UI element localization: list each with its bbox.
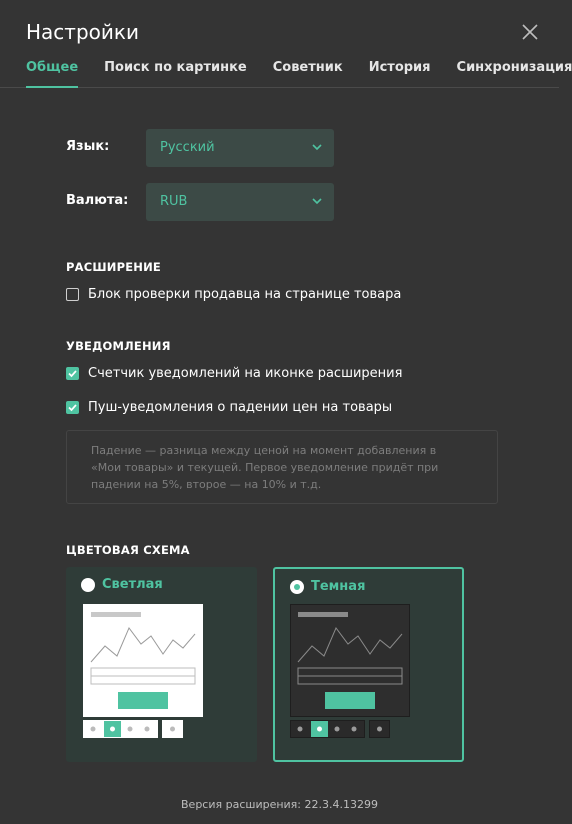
counter-checkbox[interactable] xyxy=(66,367,79,380)
tab-image-search[interactable]: Поиск по картинке xyxy=(104,60,247,75)
page-title: Настройки xyxy=(26,20,139,44)
theme-dark-label: Темная xyxy=(311,579,366,594)
currency-value: RUB xyxy=(160,194,188,209)
seller-check-checkbox[interactable] xyxy=(66,288,79,301)
chevron-down-icon xyxy=(312,143,322,151)
close-icon[interactable] xyxy=(518,20,542,44)
theme-card-light[interactable] xyxy=(66,567,257,762)
counter-label: Счетчик уведомлений на иконке расширения xyxy=(88,365,403,381)
light-pager-preview xyxy=(83,720,183,738)
color-scheme-heading: ЦВЕТОВАЯ СХЕМА xyxy=(66,543,190,557)
tab-bar xyxy=(26,60,572,88)
seller-check-option[interactable] xyxy=(66,285,401,303)
hint-line: падении на 5%, второе — на 10% и т.д. xyxy=(91,478,322,491)
tab-sync[interactable]: Синхронизация xyxy=(456,60,572,75)
hint-line: Падение — разница между ценой на момент добавления в xyxy=(91,444,437,457)
extension-version: Версия расширения: 22.3.4.13299 xyxy=(181,798,378,811)
extension-heading: РАСШИРЕНИЕ xyxy=(66,260,161,274)
tab-history[interactable]: История xyxy=(368,60,431,75)
language-select[interactable] xyxy=(146,129,334,167)
hint-line: «Мои товары» и текущей. Первое уведомление придёт при xyxy=(91,461,439,474)
chevron-down-icon xyxy=(312,197,322,205)
header xyxy=(0,0,572,88)
currency-label: Валюта: xyxy=(66,193,129,208)
push-option[interactable] xyxy=(66,398,392,416)
notifications-heading: УВЕДОМЛЕНИЯ xyxy=(66,339,171,353)
dark-pager-preview xyxy=(290,720,390,738)
check-icon xyxy=(67,402,78,413)
theme-light-radio[interactable] xyxy=(81,578,95,592)
language-value: Русский xyxy=(160,140,215,155)
push-label: Пуш-уведомления о падении цен на товары xyxy=(88,399,393,415)
dark-theme-preview xyxy=(290,604,410,717)
check-icon xyxy=(67,368,78,379)
light-theme-preview xyxy=(83,604,203,717)
tab-general[interactable]: Общее xyxy=(26,60,78,88)
push-checkbox[interactable] xyxy=(66,401,79,414)
theme-dark-radio[interactable] xyxy=(290,580,304,594)
theme-card-dark[interactable] xyxy=(273,567,464,762)
seller-check-label: Блок проверки продавца на странице товара xyxy=(88,286,402,302)
tab-advisor[interactable]: Советник xyxy=(272,60,343,75)
theme-light-label: Светлая xyxy=(102,577,163,592)
counter-option[interactable] xyxy=(66,364,402,382)
language-label: Язык: xyxy=(66,139,110,154)
currency-select[interactable] xyxy=(146,183,334,221)
notification-hint xyxy=(66,430,498,504)
